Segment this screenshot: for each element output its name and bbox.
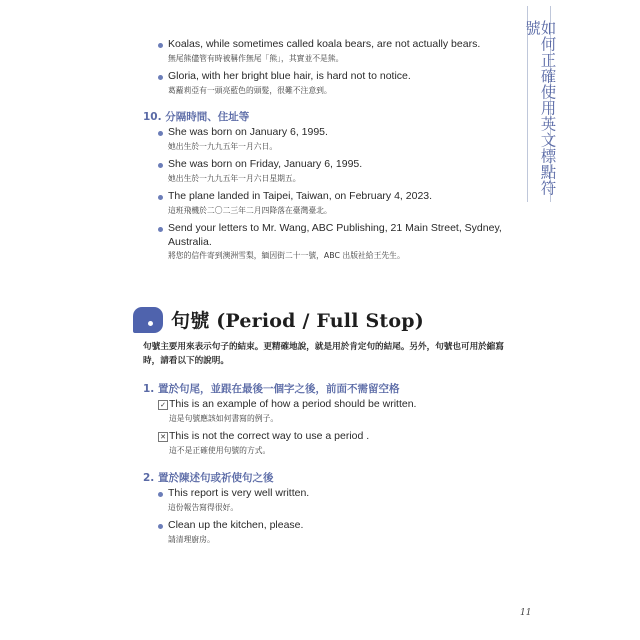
example-sentence: This report is very well written. [168,487,310,499]
example-sentence: Clean up the kitchen, please. [168,519,304,531]
example-translation: 請清理廚房。 [168,534,215,544]
bullet-icon [158,227,163,232]
list-item [168,190,508,217]
example-translation: 她出生於一九九五年一月六日。 [168,141,278,151]
example-translation: 葛蘿莉亞有一頭亮藍色的頭髮，很難不注意到。 [168,85,332,95]
list-item [168,158,508,185]
section-title: 句號 (Period / Full Stop) [171,310,424,332]
example-translation: 她出生於一九九五年一月六日星期五。 [168,173,301,183]
example-sentence: She was born on Friday, January 6, 1995. [168,158,363,170]
list-item [168,487,508,514]
example-sentence: This is an example of how a period should be written. [169,398,417,410]
example-translation: 這是句號應該如何書寫的例子。 [169,413,279,423]
bullet-icon [158,43,163,48]
period-icon [133,307,163,333]
list-item [168,519,508,546]
subsection-heading: 10. 分隔時間、住址等 [143,111,250,123]
example-translation: 這班飛機於二〇二三年二月四降落在臺灣臺北。 [168,205,332,215]
subsection-heading: 1. 置於句尾，並跟在最後一個字之後，前面不需留空格 [143,383,400,395]
wrong-example [158,430,508,457]
example-sentence: Koalas, while sometimes called koala bears, are not actually bears. [168,38,481,50]
example-translation: 這份報告寫得很好。 [168,502,239,512]
bullet-icon [158,75,163,80]
list-item [168,38,508,65]
example-sentence: This is not the correct way to use a period . [169,430,370,442]
page-number: 11 [520,608,532,618]
bullet-icon [158,492,163,497]
example-translation: 將您的信件寄到澳洲雪梨，緬因街二十一號，ABC 出版社給王先生。 [168,251,405,260]
section-intro: 句號主要用來表示句子的結束。更精確地說，就是用於肯定句的結尾。另外，句號也可用於縮寫時，請看以下的說明。 [143,342,504,366]
bullet-icon [158,195,163,200]
bullet-icon [158,163,163,168]
example-sentence: The plane landed in Taipei, Taiwan, on February 4, 2023. [168,190,433,202]
example-translation: 無尾熊儘管有時被稱作無尾「熊」，其實並不是熊。 [168,53,344,63]
example-sentence: Send your letters to Mr. Wang, ABC Publishing, 21 Main Street, Sydney, Australia. [168,222,502,248]
example-translation: 這不是正確使用句號的方式。 [169,445,271,455]
list-item [168,126,508,153]
bullet-icon [158,131,163,136]
chapter-side-title-text: 如何正確使用英文標點符號 [523,20,557,196]
list-item [168,70,508,97]
list-item [168,222,508,262]
example-sentence: Gloria, with her bright blue hair, is hard not to notice. [168,70,411,82]
cross-icon: ✕ [158,432,168,442]
section-header [133,306,424,333]
subsection-heading: 2. 置於陳述句或祈使句之後 [143,472,274,484]
example-sentence: She was born on January 6, 1995. [168,126,328,138]
chapter-side-title [523,6,557,202]
check-icon: ✓ [158,400,168,410]
bullet-icon [158,524,163,529]
correct-example [158,398,508,425]
